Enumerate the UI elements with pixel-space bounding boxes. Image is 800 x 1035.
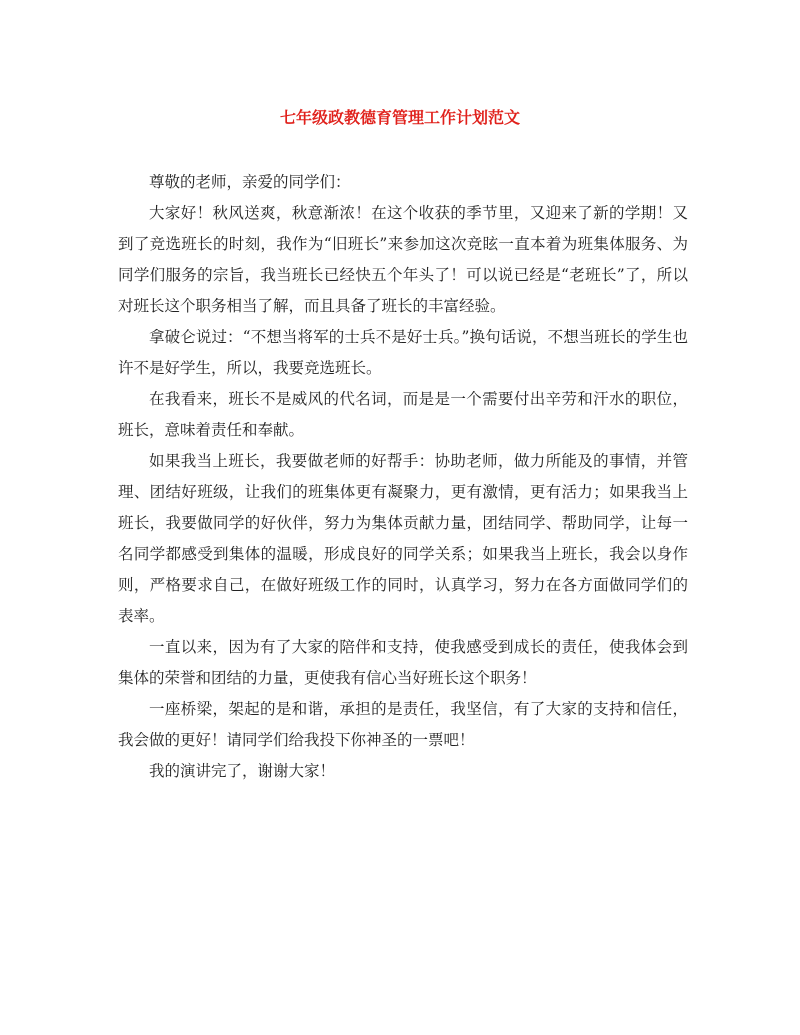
document-body bbox=[118, 167, 688, 787]
paragraph-plans: 如果我当上班长，我要做老师的好帮手：协助老师，做力所能及的事情，并管理、团结好班级，让我们的班集体更有凝聚力，更有激情，更有活力；如果我当上班长，我要做同学的好伙伴，努力为集体贡献力量，团结同学、帮助同学，让每一名同学都感受到集体的温暖，形成良好的同学关系；如果我当上班长，我会以身作则，严格要求自己，在做好班级工作的同时，认真学习，努力在各方面做同学们的表率。 bbox=[118, 452, 688, 625]
paragraph-closing: 我的演讲完了，谢谢大家！ bbox=[149, 762, 336, 780]
paragraph-napoleon-quote: 拿破仑说过：“不想当将军的士兵不是好士兵。”换句话说，不想当班长的学生也许不是好学生，所以，我要竞选班长。 bbox=[118, 328, 688, 377]
paragraph-intro: 大家好！秋风送爽，秋意渐浓！在这个收获的季节里，又迎来了新的学期！又到了竞选班长的时刻，我作为“旧班长”来参加这次竞眩一直本着为班集体服务、为同学们服务的宗旨，我当班长已经快五个年头了！可以说已经是“老班长”了，所以对班长这个职务相当了解，而且具备了班长的丰富经验。 bbox=[118, 204, 688, 315]
paragraph-responsibility: 在我看来，班长不是威风的代名词，而是是一个需要付出辛劳和汗水的职位，班长，意味着责任和奉献。 bbox=[118, 390, 688, 439]
paragraph-greeting: 尊敬的老师，亲爱的同学们： bbox=[149, 173, 351, 191]
paragraph-vote-request: 一座桥梁，架起的是和谐，承担的是责任，我坚信，有了大家的支持和信任，我会做的更好！请同学们给我投下你神圣的一票吧！ bbox=[118, 700, 688, 749]
paragraph-support: 一直以来，因为有了大家的陪伴和支持，使我感受到成长的责任，使我体会到集体的荣誉和团结的力量，更使我有信心当好班长这个职务！ bbox=[118, 638, 688, 687]
document-title: 七年级政教德育管理工作计划范文 bbox=[279, 108, 520, 127]
